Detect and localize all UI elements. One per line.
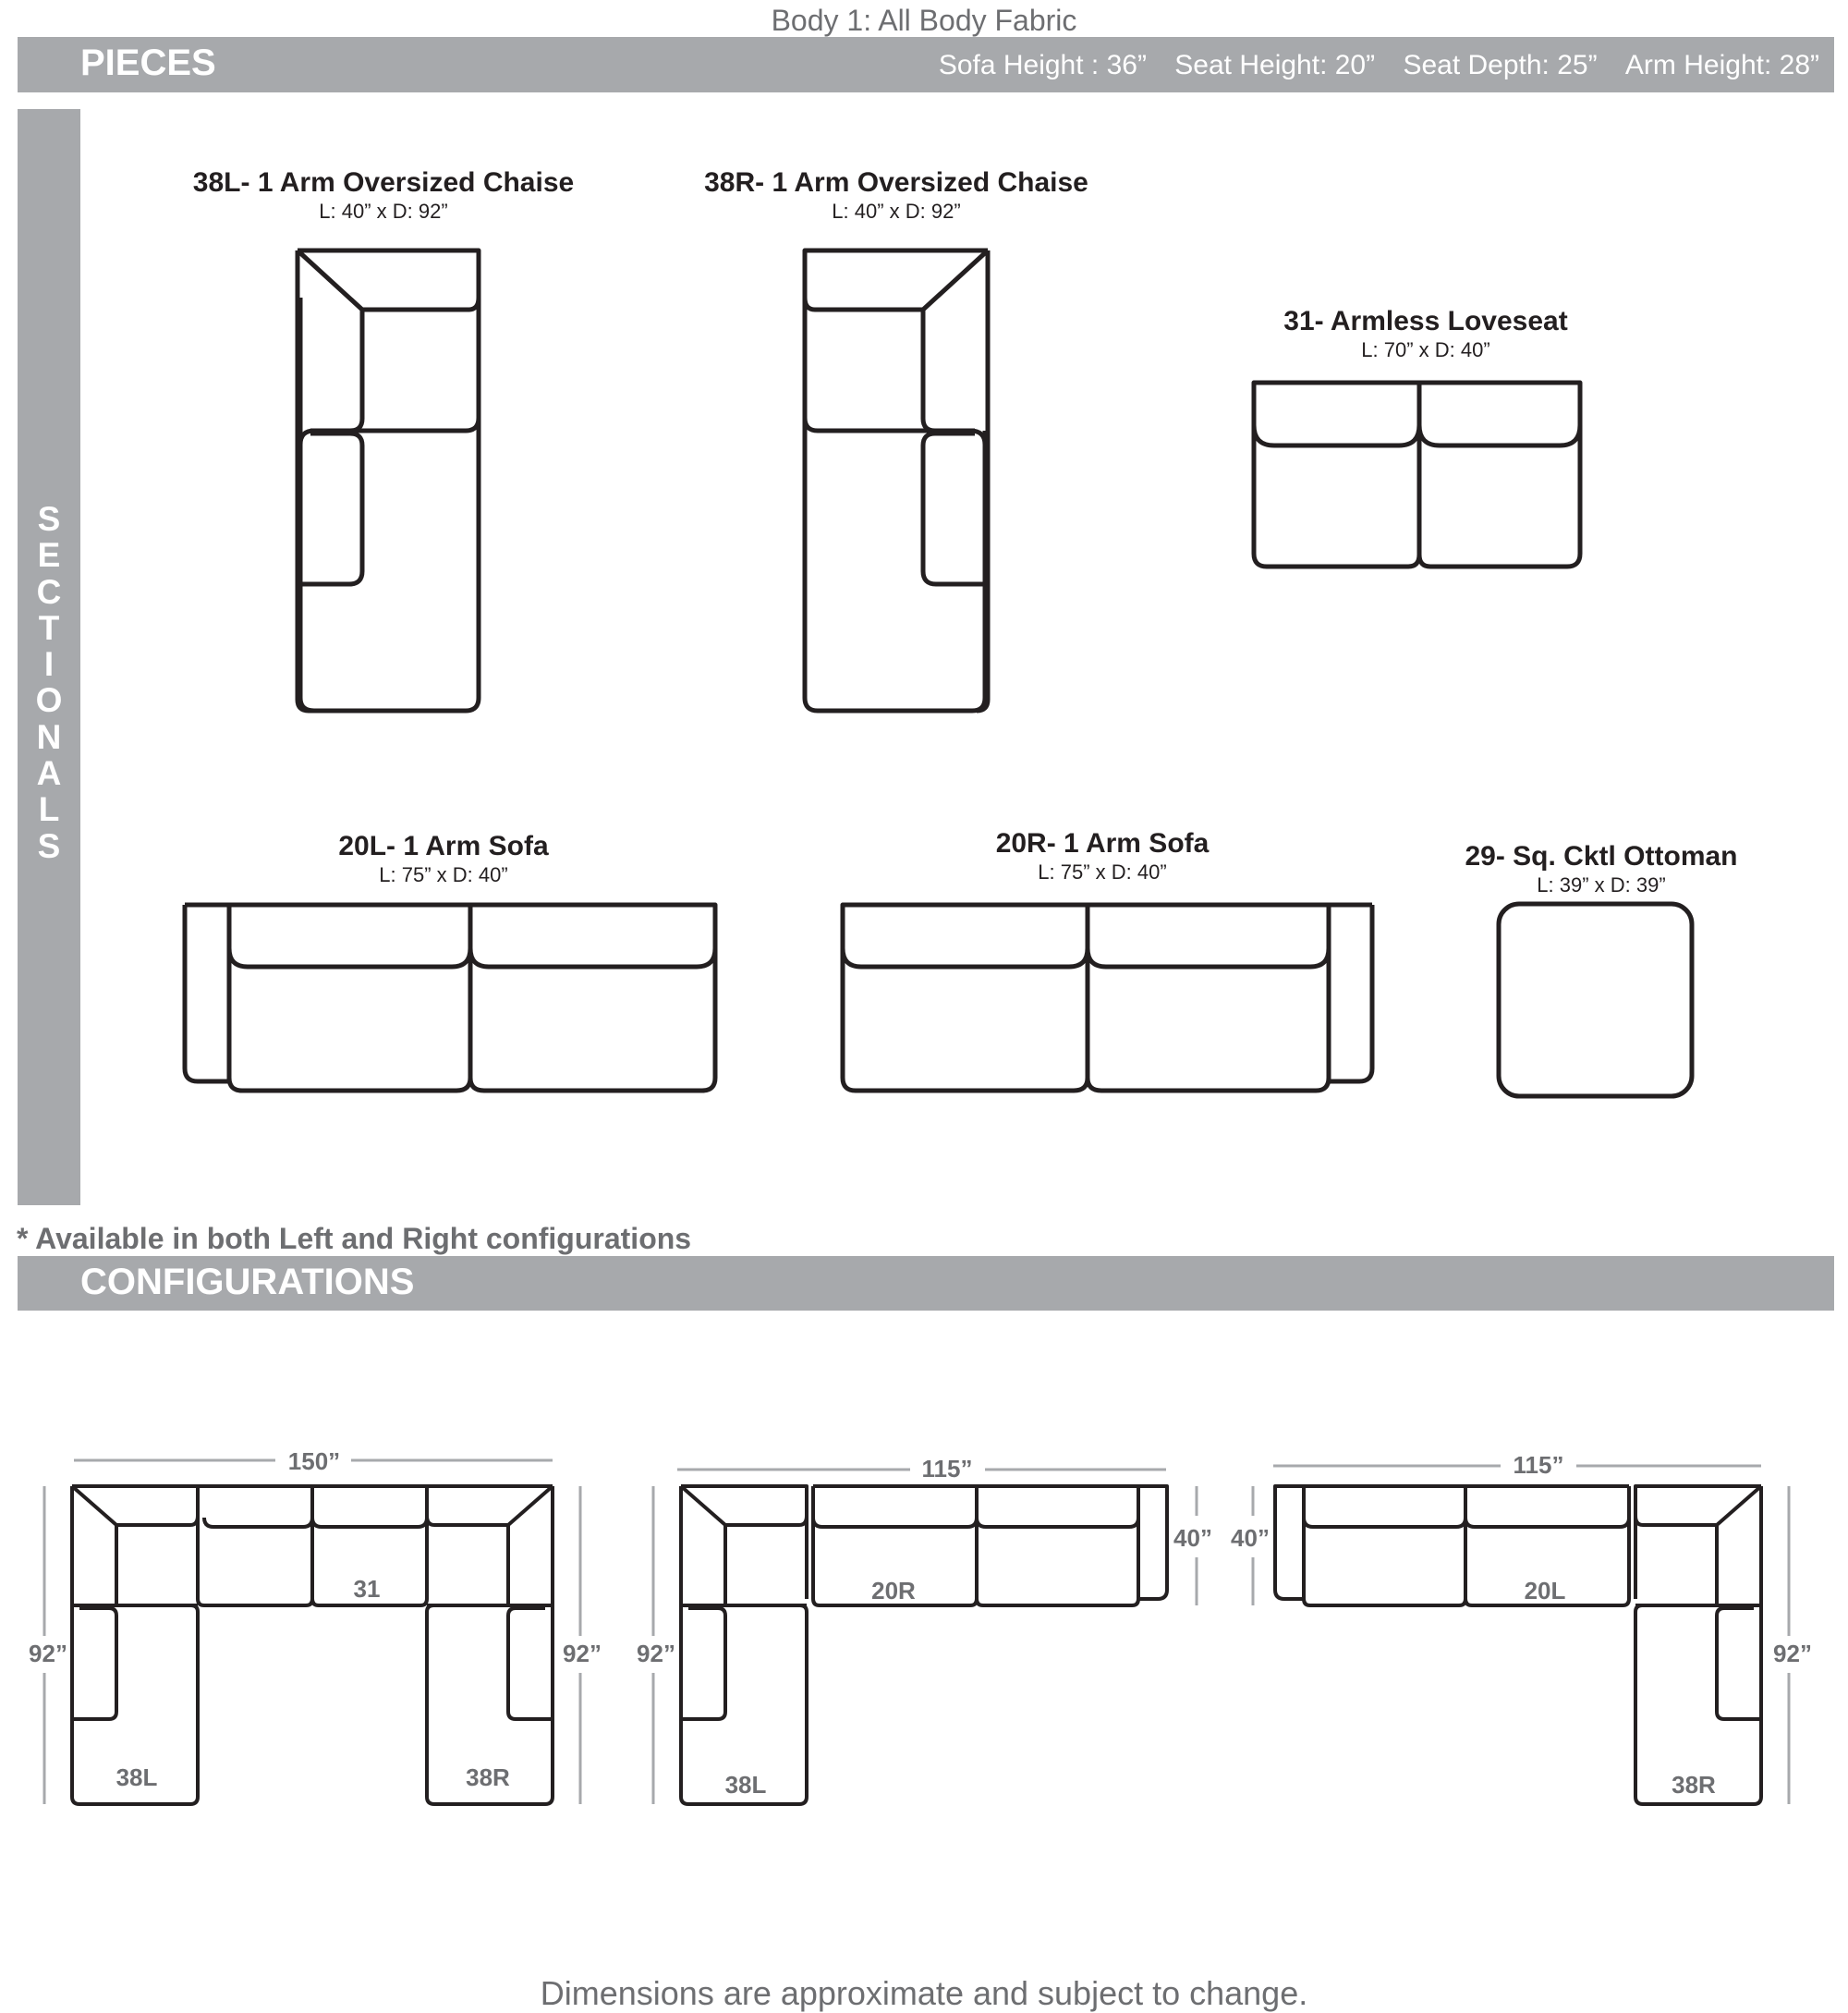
piece-29-name: 29- Sq. Cktl Ottoman bbox=[1465, 841, 1738, 872]
config-3-label-20l: 20L bbox=[1524, 1577, 1566, 1604]
config-2-label-20r: 20R bbox=[871, 1577, 916, 1604]
piece-31-dims: L: 70” x D: 40” bbox=[1361, 338, 1490, 361]
pieces-title: PIECES bbox=[80, 43, 216, 83]
piece-38r-drawing bbox=[805, 250, 988, 711]
config-2-drawing bbox=[681, 1486, 1167, 1804]
config-2-right-depth: 40” bbox=[1173, 1524, 1212, 1552]
config-3-drawing bbox=[1275, 1486, 1761, 1804]
piece-38l-dims: L: 40” x D: 92” bbox=[319, 200, 448, 223]
config-3-left-depth: 40” bbox=[1231, 1524, 1270, 1552]
config-2-label-38l: 38L bbox=[724, 1771, 767, 1799]
body-fabric-title: Body 1: All Body Fabric bbox=[771, 4, 1077, 37]
config-1-label-31: 31 bbox=[353, 1575, 381, 1603]
spec-seat-depth: Seat Depth: 25” bbox=[1403, 50, 1598, 80]
piece-29-drawing bbox=[1499, 904, 1692, 1096]
config-1-drawing bbox=[72, 1486, 553, 1804]
config-3-right-depth: 92” bbox=[1773, 1640, 1812, 1667]
spec-seat-height: Seat Height: 20” bbox=[1174, 50, 1376, 80]
piece-20r-drawing bbox=[843, 905, 1372, 1091]
config-1-right-depth: 92” bbox=[563, 1640, 602, 1667]
piece-38r-dims: L: 40” x D: 92” bbox=[832, 200, 961, 223]
config-2-left-depth: 92” bbox=[637, 1640, 675, 1667]
piece-20l-dims: L: 75” x D: 40” bbox=[379, 863, 508, 886]
config-3-width: 115” bbox=[1513, 1451, 1564, 1479]
piece-29-dims: L: 39” x D: 39” bbox=[1537, 873, 1666, 897]
config-1-label-38l: 38L bbox=[116, 1763, 158, 1791]
config-3-label-38r: 38R bbox=[1672, 1771, 1716, 1799]
piece-38l-drawing bbox=[298, 250, 479, 711]
config-2-width: 115” bbox=[921, 1455, 973, 1482]
availability-footnote: * Available in both Left and Right configurations bbox=[17, 1222, 692, 1255]
config-1-left-depth: 92” bbox=[29, 1640, 67, 1667]
configurations-title: CONFIGURATIONS bbox=[80, 1262, 415, 1302]
piece-38r-name: 38R- 1 Arm Oversized Chaise bbox=[704, 167, 1088, 198]
config-1-label-38r: 38R bbox=[466, 1763, 510, 1791]
piece-20l-name: 20L- 1 Arm Sofa bbox=[338, 831, 549, 861]
spec-arm-height: Arm Height: 28” bbox=[1624, 50, 1819, 80]
config-1-width: 150” bbox=[287, 1447, 341, 1475]
sectionals-label: S E C T I O N A L S bbox=[35, 500, 63, 865]
piece-38l-name: 38L- 1 Arm Oversized Chaise bbox=[192, 167, 575, 198]
piece-31-name: 31- Armless Loveseat bbox=[1283, 306, 1568, 336]
dimensions-disclaimer: Dimensions are approximate and subject to change. bbox=[540, 1974, 1308, 2012]
piece-20r-name: 20R- 1 Arm Sofa bbox=[995, 828, 1210, 859]
spec-sofa-height: Sofa Height : 36” bbox=[938, 50, 1147, 80]
piece-20l-drawing bbox=[185, 905, 715, 1091]
piece-20r-dims: L: 75” x D: 40” bbox=[1038, 860, 1167, 884]
piece-31-drawing bbox=[1254, 383, 1580, 567]
